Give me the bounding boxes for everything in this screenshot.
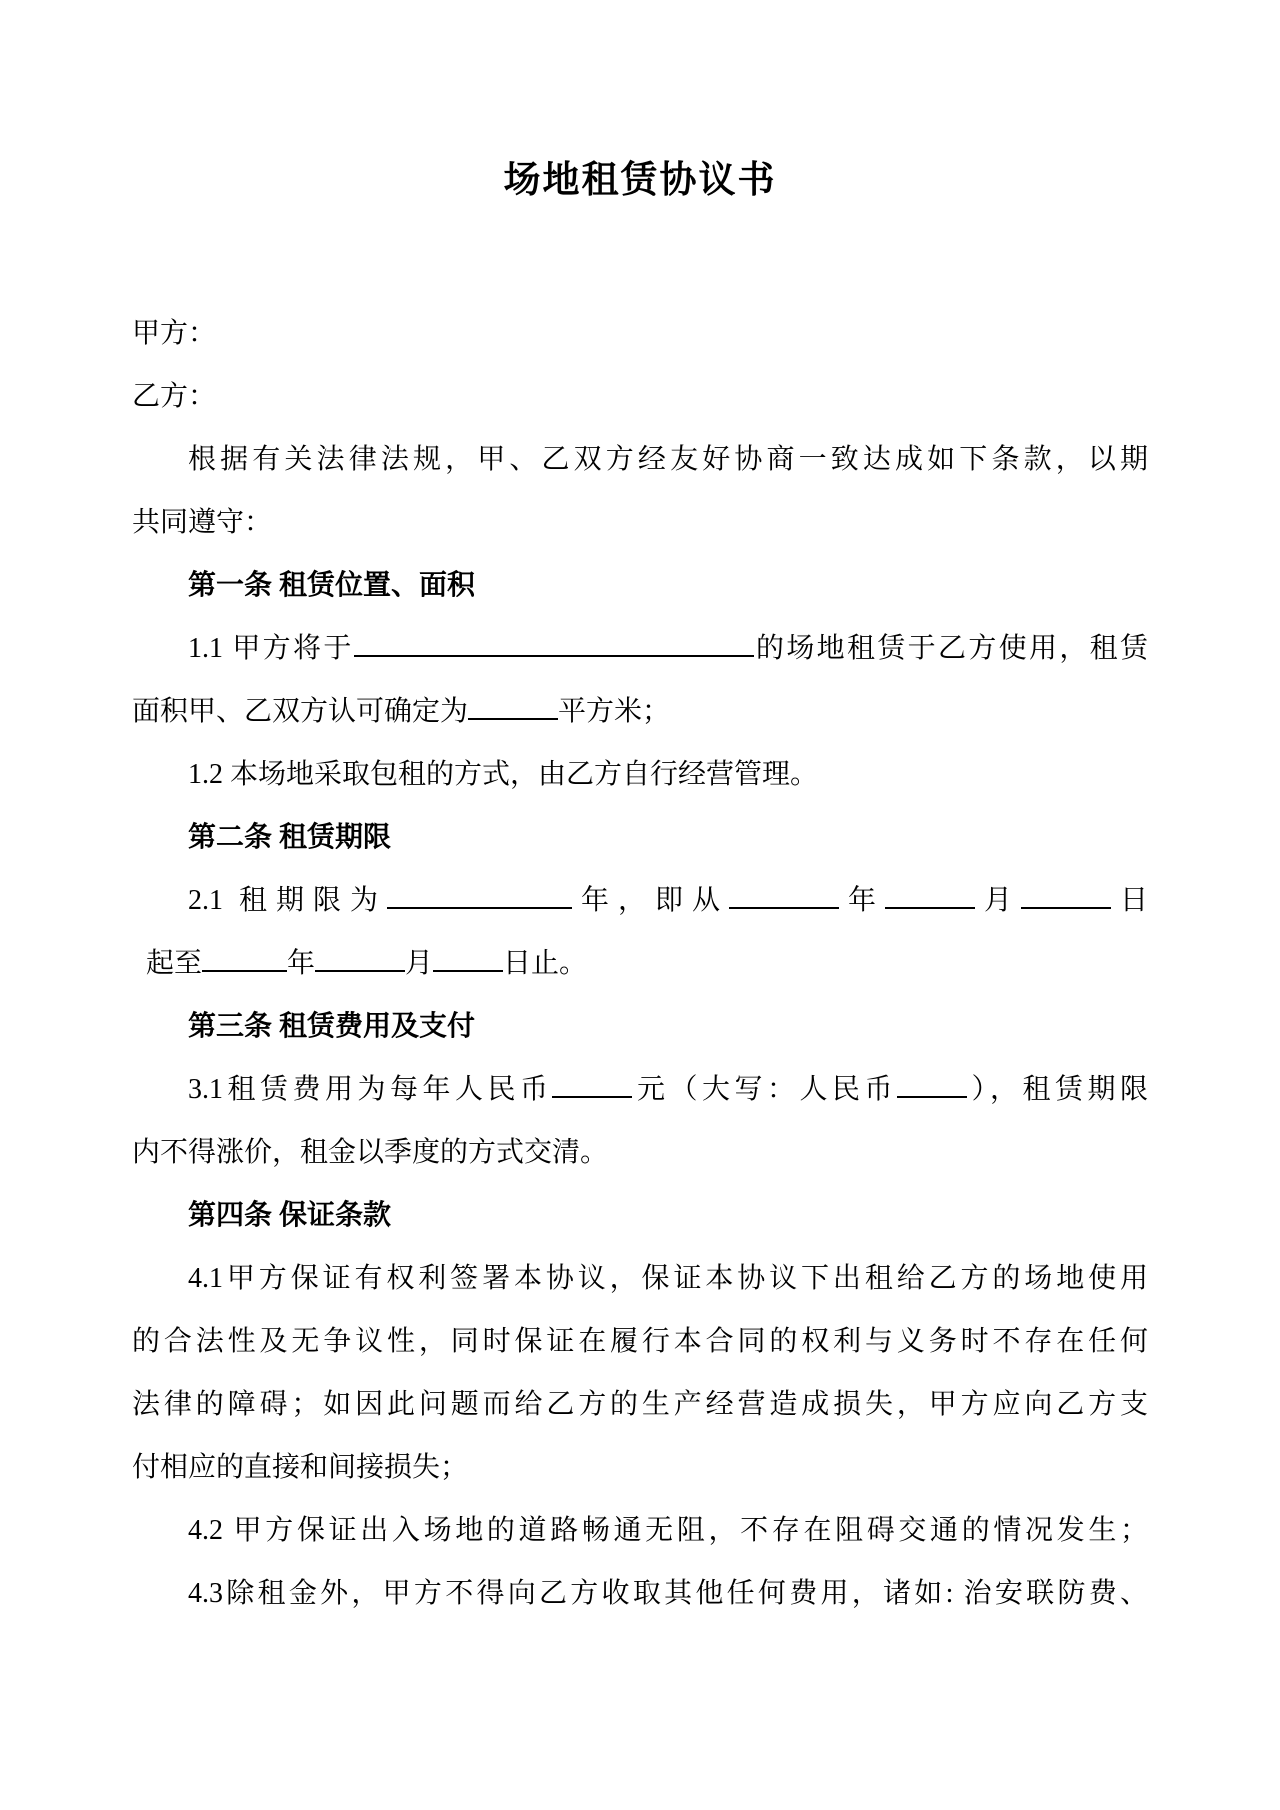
- text-segment: 年: [838, 885, 885, 916]
- text-segment: 内不得涨价，租金以季度的方式交清。: [132, 1137, 609, 1168]
- fill-in-blank: [552, 1068, 632, 1098]
- preamble-line-2: [132, 491, 1148, 554]
- text-segment: 共同遵守：: [132, 507, 273, 538]
- article-1-heading: [132, 554, 1148, 617]
- clause-2-1-line-1: [132, 869, 1148, 932]
- clause-2-1-line-2: [132, 932, 1148, 995]
- text-segment: 年: [287, 948, 316, 979]
- text-segment: 的合法性及无争议性，同时保证在履行本合同的权利与义务时不存在任何: [132, 1326, 1148, 1357]
- fill-in-blank: [433, 942, 503, 972]
- text-segment: 的场地租赁于乙方使用，租赁: [753, 633, 1148, 664]
- fill-in-blank: [387, 879, 572, 909]
- fill-in-blank: [729, 879, 839, 909]
- clause-1-1-line-2: [132, 680, 1148, 743]
- clause-4-1-line-2: [132, 1310, 1148, 1373]
- party-a-line: [132, 302, 1148, 365]
- text-segment: 年，即从: [571, 885, 729, 916]
- clause-4-1-line-1: [132, 1247, 1148, 1310]
- text-segment: 日止。: [503, 948, 588, 979]
- article-2-heading: [132, 806, 1148, 869]
- text-segment: 第四条 保证条款: [188, 1200, 392, 1231]
- clause-3-1-line-2: [132, 1121, 1148, 1184]
- text-segment: 面积甲、乙双方认可确定为: [132, 696, 469, 727]
- article-3-heading: [132, 995, 1148, 1058]
- text-segment: 1.2 本场地采取包租的方式，由乙方自行经营管理。: [188, 759, 819, 790]
- preamble-line-1: [132, 428, 1148, 491]
- fill-in-blank: [315, 942, 405, 972]
- text-segment: 1.1 甲方将于: [188, 633, 354, 664]
- document-body: [132, 302, 1148, 1625]
- party-b-line: [132, 365, 1148, 428]
- text-segment: ），租赁期限: [966, 1074, 1148, 1105]
- text-segment: 3.1租赁费用为每年人民币: [188, 1074, 553, 1105]
- clause-4-1-line-3: [132, 1373, 1148, 1436]
- text-segment: 4.3除租金外，甲方不得向乙方收取其他任何费用，诸如: 治安联防费、: [188, 1578, 1148, 1609]
- text-segment: 第二条 租赁期限: [188, 822, 392, 853]
- fill-in-blank: [354, 627, 754, 657]
- fill-in-blank: [885, 879, 975, 909]
- text-segment: 根据有关法律法规，甲、乙双方经友好协商一致达成如下条款，以期: [188, 444, 1148, 475]
- text-segment: 法律的障碍；如因此问题而给乙方的生产经营造成损失，甲方应向乙方支: [132, 1389, 1148, 1420]
- clause-1-2: [132, 743, 1148, 806]
- clause-4-2: [132, 1499, 1148, 1562]
- text-segment: 第三条 租赁费用及支付: [188, 1011, 476, 1042]
- text-segment: 4.1甲方保证有权利签署本协议，保证本协议下出租给乙方的场地使用: [188, 1263, 1148, 1294]
- text-segment: 平方米；: [558, 696, 671, 727]
- text-segment: 乙方：: [132, 381, 217, 412]
- text-segment: 日: [1110, 885, 1148, 916]
- fill-in-blank: [468, 690, 558, 720]
- text-segment: 起至: [146, 948, 203, 979]
- clause-3-1-line-1: [132, 1058, 1148, 1121]
- text-segment: 2.1 租期限为: [188, 885, 387, 916]
- text-segment: 第一条 租赁位置、面积: [188, 570, 476, 601]
- text-segment: 月: [974, 885, 1021, 916]
- text-segment: 月: [405, 948, 434, 979]
- text-segment: 甲方：: [132, 318, 217, 349]
- text-segment: 元（大写：人民币: [632, 1074, 897, 1105]
- article-4-heading: [132, 1184, 1148, 1247]
- text-segment: 4.2 甲方保证出入场地的道路畅通无阻，不存在阻碍交通的情况发生；: [188, 1515, 1148, 1546]
- fill-in-blank: [202, 942, 287, 972]
- clause-1-1-line-1: [132, 617, 1148, 680]
- fill-in-blank: [897, 1068, 967, 1098]
- fill-in-blank: [1021, 879, 1111, 909]
- clause-4-1-line-4: [132, 1436, 1148, 1499]
- text-segment: 付相应的直接和间接损失；: [132, 1452, 469, 1483]
- document-title: 场地租赁协议书: [503, 160, 777, 201]
- clause-4-3: [132, 1562, 1148, 1625]
